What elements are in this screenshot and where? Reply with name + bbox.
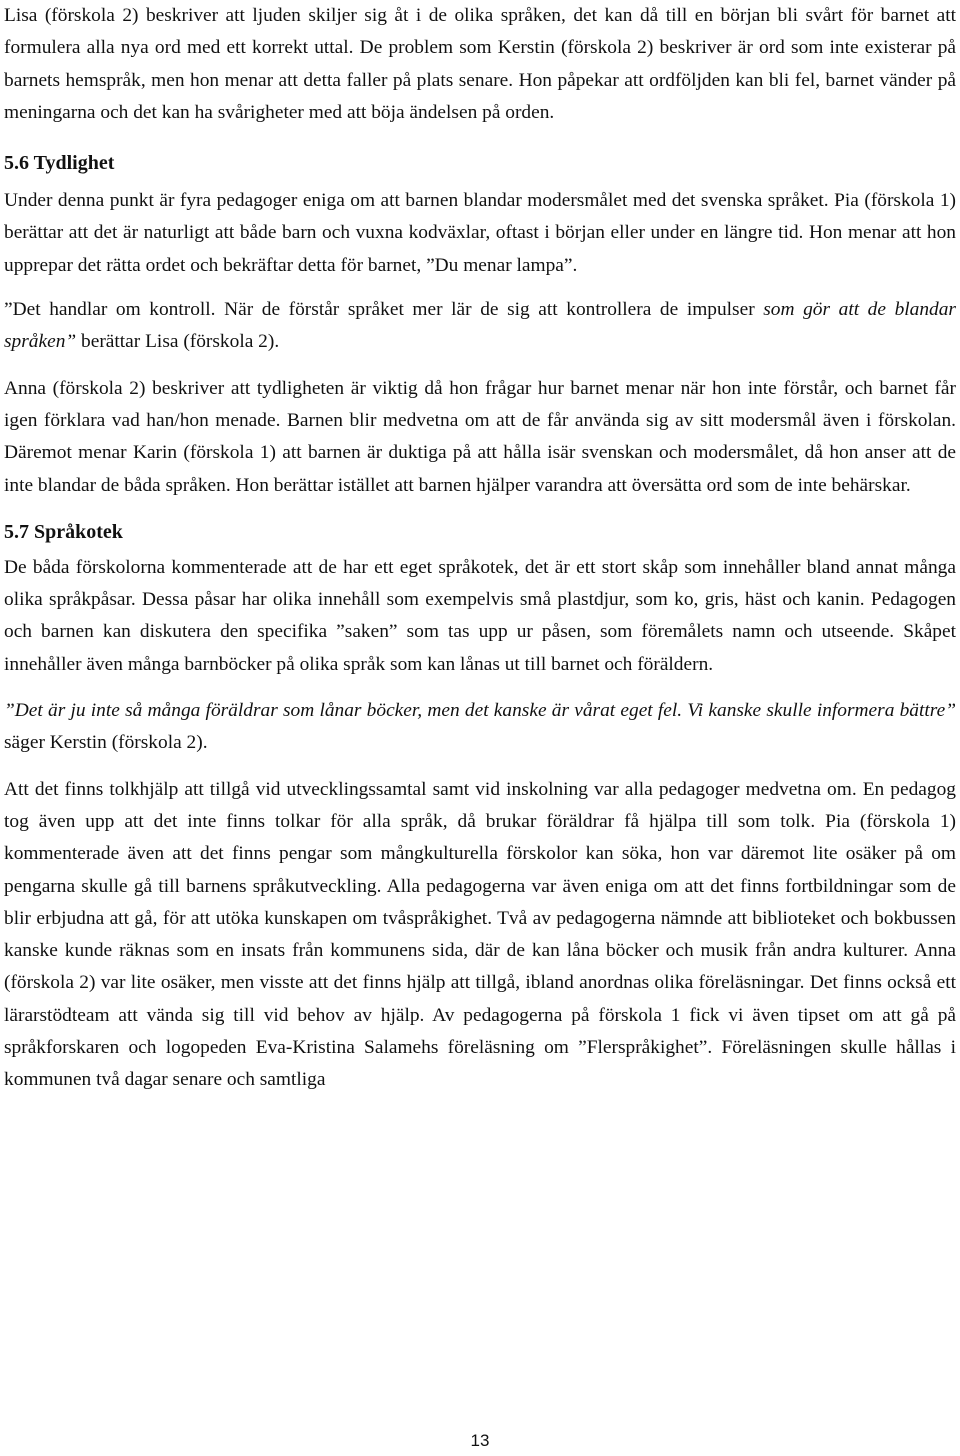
paragraph-kerstin-quote: [4, 695, 956, 760]
quote-attribution-kerstin: säger Kerstin (förskola 2).: [4, 732, 208, 754]
quote-start: ”Det handlar om kontroll. När de förstår språket mer lär de sig att kontrollera de impulser: [4, 299, 755, 321]
paragraph-anna: Anna (förskola 2) beskriver att tydligheten är viktig då hon frågar hur barnet menar när hon inte förstår, och barnet får igen förklara vad han/hon menade. Barnen blir medvetna om att de får använda sig av sitt modersmål även i förskolan. Däremot menar Karin (förskola 1) att barnen är duktiga på att hålla isär svenskan och modersmålet, då hon anser att de inte blandar de båda språken. Hon berättar istället att barnen hjälper varandra att översätta ord som de inte behärskar.: [4, 377, 956, 496]
quote-italic-kerstin: ”Det är ju inte så många föräldrar som lånar böcker, men det kanske är vårat eget fel. Vi kanske skulle informera bättre”: [4, 700, 956, 722]
section-heading-tydlighet: 5.6 Tydlighet: [4, 152, 115, 175]
paragraph-kontroll-quote: [4, 294, 956, 359]
section-heading-sprakotek: 5.7 Språkotek: [4, 520, 123, 543]
paragraph-tydlighet-intro: Under denna punkt är fyra pedagoger eniga om att barnen blandar modersmålet med det svenska språket. Pia (förskola 1) berättar att det är naturligt att både barn och vuxna kodväxlar, oftast i början eller under en längre tid. Hon menar att hon upprepar det rätta ordet och bekräftar detta för barnet, ”Du menar lampa”.: [4, 190, 956, 276]
page-number: 13: [470, 1431, 490, 1450]
paragraph-tolkhjalp: Att det finns tolkhjälp att tillgå vid utvecklingssamtal samt vid inskolning var alla pedagoger medvetna om. En pedagog tog även upp att det inte finns tolkar för alla språk, då brukar föräldrar få hjälpa till som tolk. Pia (förskola 1) kommenterade även att det finns pengar som mångkulturella förskolor kan söka, hon var däremot lite osäker på om pengarna skulle gå till barnens språkutveckling. Alla pedagogerna var även eniga om att det finns fortbildningar som de blir erbjudna att gå, för att utöka kunskapen om tvåspråkighet. Två av pedagogerna nämnde att biblioteket och bokbussen kanske kunde räknas som en insats från kommunens sida, där de kan låna böcker och musik från andra kulturer. Anna (förskola 2) var lite osäker, men visste att det finns hjälp att tillgå, ibland anordnas olika föreläsningar. Det finns också ett lärarstödteam att vända sig till vid behov av hjälp. Av pedagogerna på förskola 1 fick vi även tipset om att gå på språkforskaren och logopeden Eva-Kristina Salamehs föreläsning om ”Flerspråkighet”. Föreläsningen skulle hållas i kommunen två dagar senare och samtliga: [4, 778, 956, 1091]
paragraph-sounds: Lisa (förskola 2) beskriver att ljuden skiljer sig åt i de olika språken, det kan då till en början bli svårt för barnet att formulera alla nya ord med ett korrekt uttal. De problem som Kerstin (förskola 2) beskriver är ord som inte existerar på barnets hemspråk, men hon menar att detta faller på plats senare. Hon påpekar att ordföljden kan bli fel, barnet vänder på meningarna och det kan ha svårigheter med att böja ändelsen på orden.: [4, 5, 956, 123]
quote-italic: som gör att de blandar språken”: [4, 299, 956, 353]
document-page: [4, 0, 956, 1097]
paragraph-sprakotek: De båda förskolorna kommenterade att de har ett eget språkotek, det är ett stort skåp som innehåller bland annat många olika språkpåsar. Dessa påsar har olika innehåll som exempelvis små plastdjur, som ko, gris, häst och kanin. Pedagogen och barnen kan diskutera den specifika ”saken” som tas upp ur påsen, som föremålets namn och utseende. Skåpet innehåller även många barnböcker på olika språk som kan lånas ut till barnet och föräldern.: [4, 556, 956, 675]
quote-attribution: berättar Lisa (förskola 2).: [76, 331, 280, 353]
